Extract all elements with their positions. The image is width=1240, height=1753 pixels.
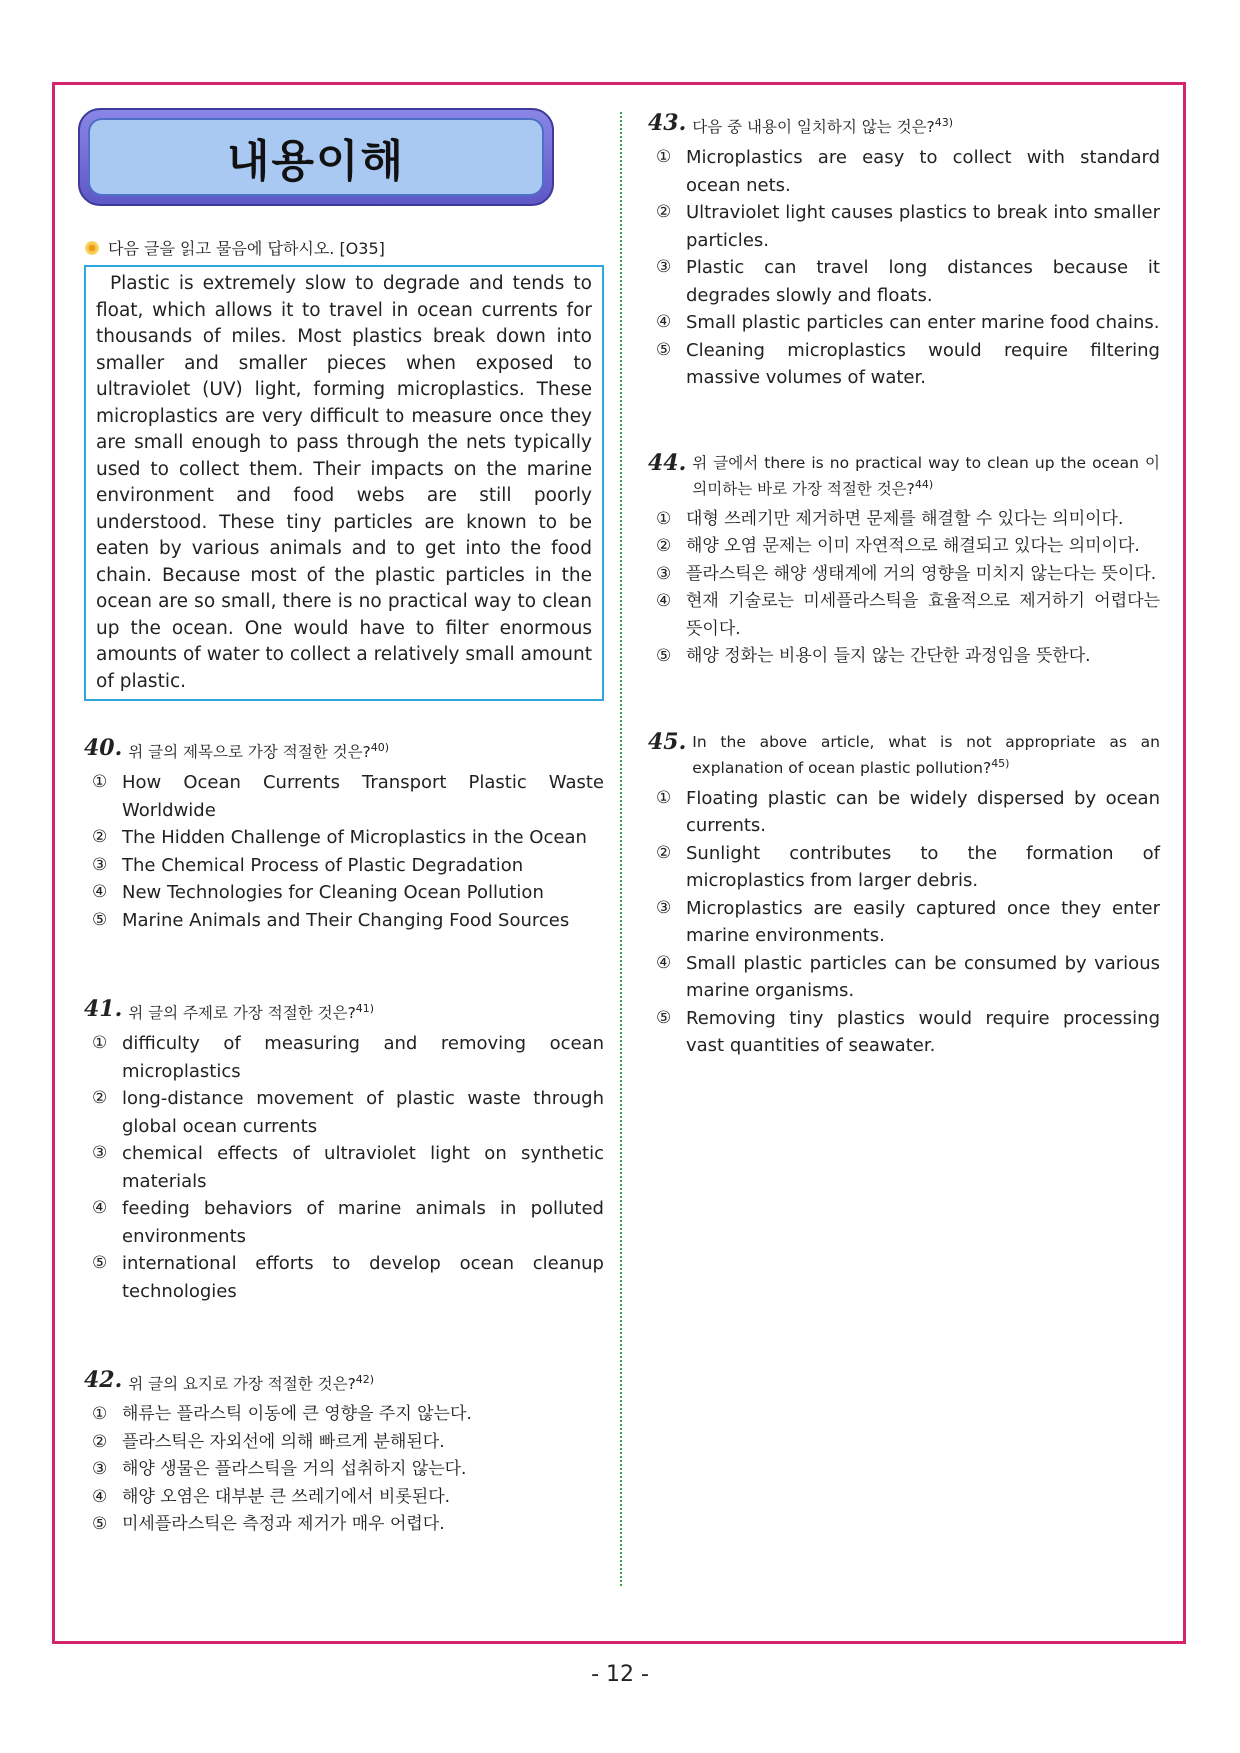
choice-3[interactable]: ③ Microplastics are easily captured once they enter marine environments. — [656, 897, 1160, 947]
question-prompt: 위 글의 주제로 가장 적절한 것은? — [128, 1004, 356, 1023]
question-40 — [84, 737, 604, 934]
question-prompt: 위 글의 제목으로 가장 적절한 것은? — [128, 743, 371, 762]
choice-4[interactable]: ④ 현재 기술로는 미세플라스틱을 효율적으로 제거하기 어렵다는 뜻이다. — [656, 591, 1160, 639]
question-number: 41. — [84, 996, 123, 1023]
choice-3[interactable]: ③ 해양 생물은 플라스틱을 거의 섭취하지 않는다. — [92, 1459, 467, 1480]
passage-text: Plastic is extremely slow to degrade and tends to float, which allows it to travel in ocean currents for thousands of miles. Most plastics break down into smaller and smaller pieces when exposed to ultraviolet (UV) light, forming microplastics. These microplastics are very difficult to measure once they are small enough to pass through the nets typically used to collect them. Their impacts on the marine environment and food webs are still poorly understood. These tiny particles are known to be eaten by various animals and to get into the food chain. Because most of the plastic particles in the ocean are so small, there is no practical way to clean up the ocean. One would have to filter enormous amounts of water to collect a relatively small amount of plastic. — [96, 273, 592, 692]
choice-3[interactable]: ③ The Chemical Process of Plastic Degradation — [92, 854, 524, 876]
choice-2[interactable]: ② 해양 오염 문제는 이미 자연적으로 해결되고 있다는 의미이다. — [656, 536, 1140, 557]
question-ref: 40) — [370, 741, 390, 754]
choice-1[interactable]: ① Microplastics are easy to collect with standard ocean nets. — [656, 147, 1160, 196]
instruction-text: 다음 글을 읽고 물음에 답하시오. [O35] — [108, 239, 385, 258]
instruction — [84, 236, 604, 259]
question-42 — [84, 1369, 604, 1539]
question-prompt: 다음 중 내용이 일치하지 않는 것은? — [692, 118, 935, 137]
choice-4[interactable]: ④ feeding behaviors of marine animals in polluted environments — [92, 1198, 604, 1247]
right-column — [648, 112, 1160, 1060]
question-43 — [648, 112, 1160, 392]
reading-passage — [84, 265, 604, 701]
question-number: 44. — [648, 449, 687, 476]
question-number: 42. — [84, 1367, 123, 1394]
question-ref: 41) — [355, 1002, 375, 1016]
choice-5[interactable]: ⑤ international efforts to develop ocean cleanup technologies — [92, 1253, 604, 1302]
question-prompt: 위 글의 요지로 가장 적절한 것은? — [128, 1375, 356, 1394]
question-ref: 44) — [914, 477, 934, 491]
question-ref: 43) — [934, 116, 954, 129]
choice-4[interactable]: ④ Small plastic particles can be consumed by various marine organisms. — [656, 952, 1160, 1002]
question-number: 40. — [84, 735, 123, 761]
choice-3[interactable]: ③ 플라스틱은 해양 생태계에 거의 영향을 미치지 않는다는 뜻이다. — [656, 563, 1157, 584]
choice-1[interactable]: ① How Ocean Currents Transport Plastic Waste Worldwide — [92, 772, 604, 821]
left-column — [84, 108, 604, 1539]
section-title: 내용이해 — [226, 136, 405, 187]
choice-5[interactable]: ⑤ 미세플라스틱은 측정과 제거가 매우 어렵다. — [92, 1514, 445, 1535]
question-41 — [84, 998, 604, 1305]
question-ref: 45) — [991, 756, 1010, 770]
choice-1[interactable]: ① 대형 쓰레기만 제거하면 문제를 해결할 수 있다는 의미이다. — [656, 508, 1124, 529]
question-number: 45. — [648, 728, 687, 755]
choice-list — [648, 785, 1160, 1060]
section-banner — [78, 108, 554, 206]
choice-5[interactable]: ⑤ Cleaning microplastics would require filtering massive volumes of water. — [656, 339, 1160, 389]
choice-list — [84, 1401, 604, 1539]
choice-list — [648, 506, 1160, 671]
choice-5[interactable]: ⑤ 해양 정화는 비용이 들지 않는 간단한 과정임을 뜻한다. — [656, 646, 1091, 667]
choice-list — [84, 1030, 604, 1305]
column-divider — [620, 112, 622, 1586]
choice-2[interactable]: ② The Hidden Challenge of Microplastics in the Ocean — [92, 827, 587, 849]
question-45 — [648, 728, 1160, 1060]
choice-1[interactable]: ① Floating plastic can be widely dispersed by ocean currents. — [656, 787, 1160, 837]
choice-5[interactable]: ⑤ Removing tiny plastics would require processing vast quantities of seawater. — [656, 1007, 1160, 1057]
choice-4[interactable]: ④ New Technologies for Cleaning Ocean Pollution — [92, 882, 544, 904]
page-number: - 12 - — [591, 1662, 649, 1687]
choice-1[interactable]: ① 해류는 플라스틱 이동에 큰 영향을 주지 않는다. — [92, 1404, 472, 1425]
choice-4[interactable]: ④ 해양 오염은 대부분 큰 쓰레기에서 비롯된다. — [92, 1486, 451, 1507]
choice-2[interactable]: ② Ultraviolet light causes plastics to break into smaller particles. — [656, 202, 1160, 251]
choice-list — [84, 769, 604, 934]
choice-3[interactable]: ③ chemical effects of ultraviolet light on synthetic materials — [92, 1143, 604, 1192]
choice-5[interactable]: ⑤ Marine Animals and Their Changing Food Sources — [92, 909, 570, 931]
flower-icon — [84, 240, 100, 256]
choice-2[interactable]: ② Sunlight contributes to the formation of microplastics from larger debris. — [656, 842, 1160, 892]
question-prompt: In the above article, what is not appropriate as an explanation of ocean plastic pollution? — [692, 732, 1160, 777]
question-prompt: 위 글에서 there is no practical way to clean up the ocean 이 의미하는 바로 가장 적절한 것은? — [692, 453, 1160, 498]
question-44 — [648, 449, 1160, 671]
choice-2[interactable]: ② 플라스틱은 자외선에 의해 빠르게 분해된다. — [92, 1431, 445, 1452]
choice-list — [648, 144, 1160, 392]
choice-1[interactable]: ① difficulty of measuring and removing ocean microplastics — [92, 1033, 604, 1082]
choice-4[interactable]: ④ Small plastic particles can enter marine food chains. — [656, 312, 1160, 334]
choice-2[interactable]: ② long-distance movement of plastic waste through global ocean currents — [92, 1088, 604, 1137]
question-number: 43. — [648, 110, 687, 136]
choice-3[interactable]: ③ Plastic can travel long distances because it degrades slowly and floats. — [656, 257, 1160, 306]
question-ref: 42) — [355, 1373, 375, 1387]
